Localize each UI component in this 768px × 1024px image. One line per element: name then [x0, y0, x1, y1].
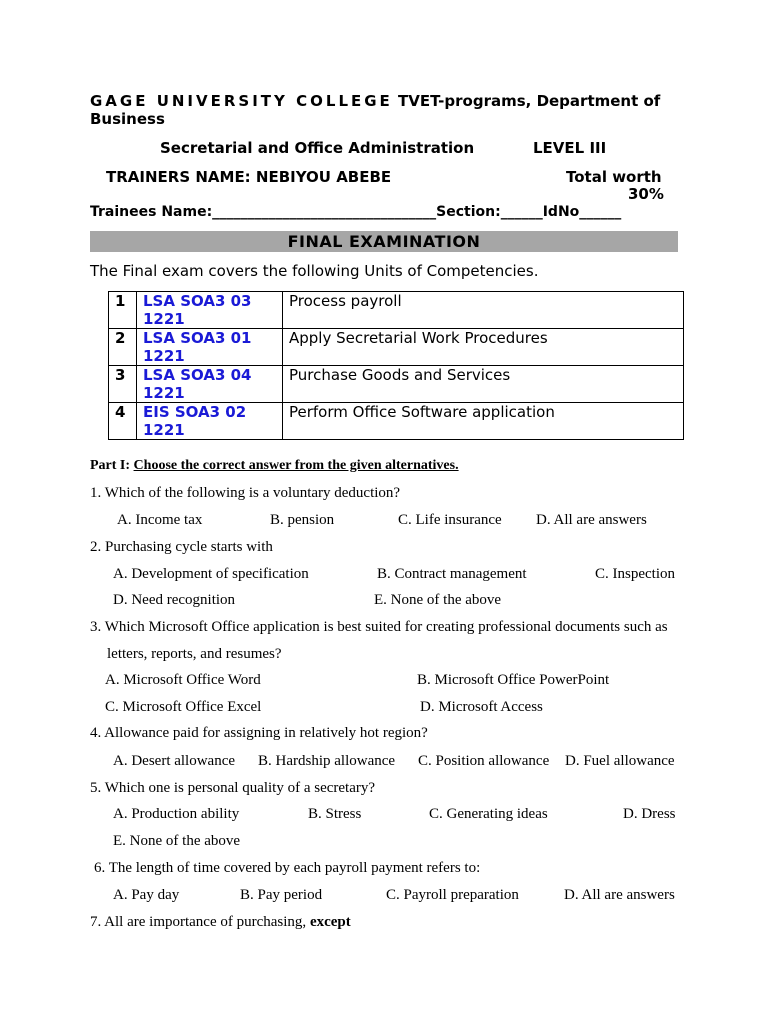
unit-code: EIS SOA3 02 1221	[137, 403, 283, 440]
question-6-option-d: D. All are answers	[564, 887, 675, 903]
question-2-text: 2. Purchasing cycle starts with	[90, 539, 273, 555]
question-3-option-b: B. Microsoft Office PowerPoint	[417, 672, 610, 688]
question-3-text-line2: letters, reports, and resumes?	[107, 646, 282, 662]
intro-text: The Final exam covers the following Units of Competencies.	[90, 262, 539, 280]
question-1-option-a: A. Income tax	[117, 512, 203, 528]
unit-title: Purchase Goods and Services	[283, 366, 684, 403]
question-3-option-a: A. Microsoft Office Word	[105, 672, 261, 688]
trainer-name: TRAINERS NAME: NEBIYOU ABEBE	[106, 168, 392, 186]
question-4-text: 4. Allowance paid for assigning in relatively hot region?	[90, 725, 428, 741]
part1-heading	[90, 458, 459, 474]
question-6-text: 6. The length of time covered by each payroll payment refers to:	[94, 860, 481, 876]
question-4-option-b: B. Hardship allowance	[258, 753, 396, 769]
question-1-text: 1. Which of the following is a voluntary deduction?	[90, 485, 401, 501]
question-7-line	[90, 914, 351, 931]
unit-code: LSA SOA3 04 1221	[137, 366, 283, 403]
part1-instruction: Choose the correct answer from the given alternatives.	[133, 458, 459, 473]
total-worth-label: Total worth	[566, 168, 662, 186]
unit-code: LSA SOA3 01 1221	[137, 329, 283, 366]
question-7-emphasis: except	[309, 914, 351, 930]
unit-number: 3	[109, 366, 137, 403]
question-5-option-b: B. Stress	[308, 806, 362, 822]
table-row	[109, 292, 684, 329]
question-3-text-line1: 3. Which Microsoft Office application is best suited for creating professional documents such as	[90, 619, 668, 635]
unit-title: Perform Office Software application	[283, 403, 684, 440]
question-1-option-b: B. pension	[270, 512, 335, 528]
part1-label: Part I:	[90, 458, 131, 473]
units-table	[108, 291, 684, 440]
question-2-option-a: A. Development of specification	[113, 566, 309, 582]
question-5-text: 5. Which one is personal quality of a secretary?	[90, 780, 376, 796]
unit-code: LSA SOA3 03 1221	[137, 292, 283, 329]
question-4-option-d: D. Fuel allowance	[565, 753, 675, 769]
question-4-option-c: C. Position allowance	[418, 753, 550, 769]
exam-title-banner	[90, 231, 678, 252]
question-2-option-b: B. Contract management	[377, 566, 527, 582]
question-6-option-a: A. Pay day	[113, 887, 180, 903]
unit-number: 1	[109, 292, 137, 329]
question-1-option-c: C. Life insurance	[398, 512, 502, 528]
question-5-option-d: D. Dress	[623, 806, 676, 822]
unit-title: Process payroll	[283, 292, 684, 329]
level-label: LEVEL III	[533, 139, 607, 157]
exam-title: FINAL EXAMINATION	[287, 232, 481, 251]
question-6-option-b: B. Pay period	[240, 887, 323, 903]
question-2-option-e: E. None of the above	[374, 592, 502, 608]
institution-name: GAGE UNIVERSITY COLLEGE	[90, 92, 393, 110]
question-4-option-a: A. Desert allowance	[113, 753, 236, 769]
question-3-option-d: D. Microsoft Access	[420, 699, 543, 715]
unit-number: 4	[109, 403, 137, 440]
question-1-option-d: D. All are answers	[536, 512, 647, 528]
department-line2: Business	[90, 110, 165, 128]
department-line1: TVET-programs, Department of	[398, 92, 661, 110]
table-row	[109, 329, 684, 366]
header-institution-line	[90, 92, 660, 110]
question-5-option-e: E. None of the above	[113, 833, 241, 849]
question-2-option-d: D. Need recognition	[113, 592, 236, 608]
question-7-text: 7. All are importance of purchasing,	[90, 914, 307, 930]
program-name: Secretarial and Office Administration	[160, 139, 475, 157]
table-row	[109, 366, 684, 403]
question-6-option-c: C. Payroll preparation	[386, 887, 519, 903]
question-3-option-c: C. Microsoft Office Excel	[105, 699, 262, 715]
unit-number: 2	[109, 329, 137, 366]
total-worth-value: 30%	[628, 185, 664, 203]
question-5-option-a: A. Production ability	[113, 806, 240, 822]
table-row	[109, 403, 684, 440]
question-5-option-c: C. Generating ideas	[429, 806, 548, 822]
question-2-option-c: C. Inspection	[595, 566, 675, 582]
unit-title: Apply Secretarial Work Procedures	[283, 329, 684, 366]
trainee-info-line: Trainees Name:________________________________Section:______IdNo______	[90, 204, 622, 220]
